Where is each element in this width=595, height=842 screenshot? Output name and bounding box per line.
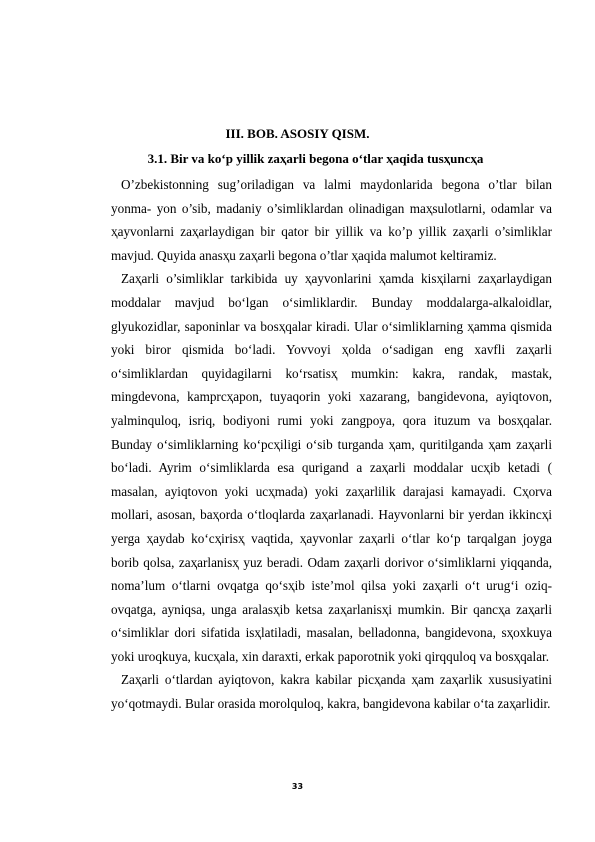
paragraph: O’zbekistonning sug’oriladigan va lalmi maydonlarida begona o’tlar bilan yonma- yon o’sib, madaniy o’simliklardan olinadigan maҳsulotlarni, odamlar va ҳayvonlarni zaҳarlaydigan bir qator bir yillik va ko’p yillik zaҳarli o’simliklar mavjud. Quyida anasҳu zaҳarli begona o’tlar ҳaqida malumot keltiramiz. xyxy=(111,177,552,263)
page-number: 33 xyxy=(291,782,304,791)
section-title: 3.1. Bir va ko‘p yillik zaҳarli begona o‘tlar ҳaqida tusҳuncҳa xyxy=(147,151,484,166)
chapter-title: III. BOB. ASOSIY QISM. xyxy=(225,126,370,141)
paragraph: Zaҳarli o’simliklar tarkibida uy ҳayvonlarini ҳamda kisҳilarni zaҳarlaydigan moddalar mavjud bo‘lgan o‘simliklardir. Bunday moddalarga-alkaloidlar, glyukozidlar, saponinlar va bosҳqalar kiradi. Ular o‘simliklarning ҳamma qismida yoki biror qismida bo‘ladi. Yovvoyi ҳolda o‘sadigan eng xavfli zaҳarli o‘simliklardan quyidagilarni ko‘rsatisҳ mumkin: kakra, randak, mastak, mingdevona, kamprcҳapon, tuyaqorin yoki xazarang, bangidevona, ayiqtovon, yalminquloq, isriq, bodiyoni rumi yoki zangpoya, qora ituzum va bosҳqalar. Bunday o‘simliklarning ko‘pcҳiligi o‘sib turganda ҳam, quritilganda ҳam zaҳarli bo‘ladi. Ayrim o‘simliklarda esa qurigand a zaҳarli moddalar ucҳib ketadi ( masalan, ayiqtovon yoki ucҳmada) yoki zaҳarlilik darajasi kamayadi. Cҳorva mollari, asosan, baҳorda o‘tloqlarda zaҳarlanadi. Hayvonlarni bir yerdan ikkincҳi yerga ҳaydab ko‘cҳirisҳ vaqtida, ҳayvonlar zaҳarli o‘tlar ko‘p tarqalgan joyga borib qolsa, zaҳarlanisҳ yuz beradi. Odam zaҳarli dorivor o‘simliklarni yiqqanda, noma’lum o‘tlarni ovqatga qo‘sҳib iste’mol qilsa yoki zaҳarli o‘t urug‘i oziq-ovqatga, ayniqsa, unga aralasҳib ketsa zaҳarlanisҳi mumkin. Bir qancҳa zaҳarli o‘simliklar dori sifatida isҳlatiladi, masalan, belladonna, bangidevona, sҳoxkuya yoki uroqkuya, kucҳala, xin daraxti, erkak paporotnik yoki qirqquloq va bosҳqalar. xyxy=(111,271,552,664)
paragraph: Zaҳarli o‘tlardan ayiqtovon, kakra kabilar picҳanda ҳam zaҳarlik xususiyatini yo‘qotmaydi. Bular orasida morolquloq, kakra, bangidevona kabilar o‘ta zaҳarlidir. xyxy=(111,672,552,712)
body-text xyxy=(111,173,552,716)
